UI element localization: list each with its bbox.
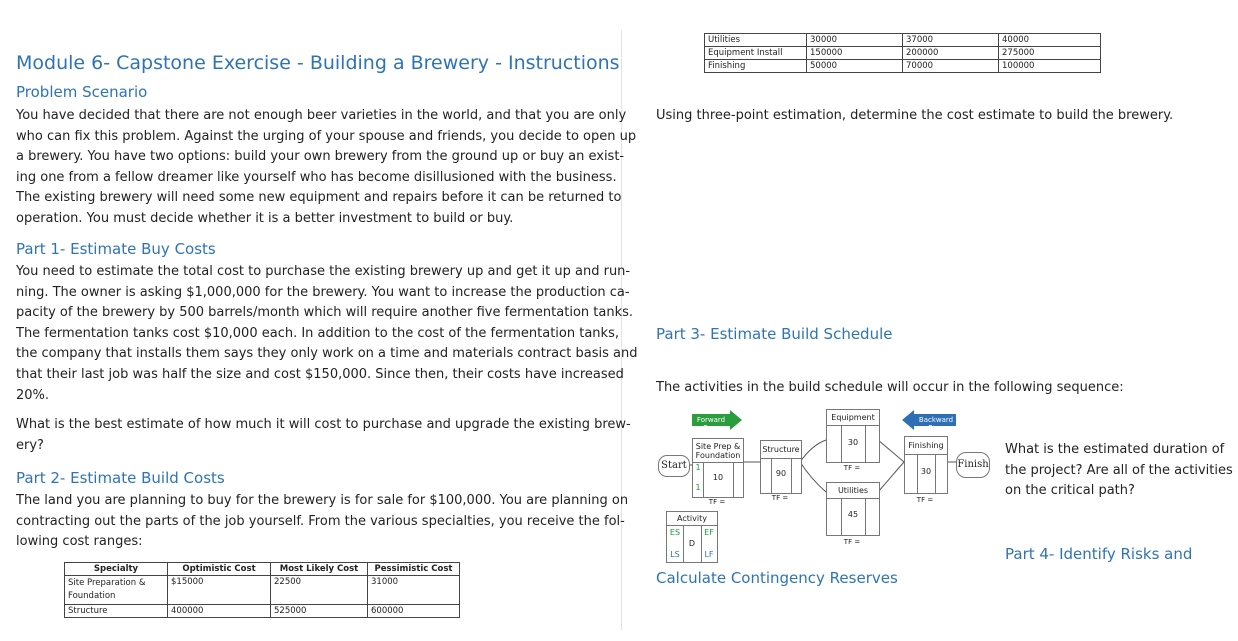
part3-heading: Part 3- Estimate Build Schedule [656,325,893,343]
paragraph-line: ery? [16,437,44,453]
finish-label: Finish [957,459,989,470]
table-cell: 70000 [903,60,999,73]
table-header: Most Likely Cost [271,563,368,576]
part1-heading: Part 1- Estimate Buy Costs [16,240,216,258]
duration-value: 90 [775,469,787,478]
paragraph-line: a brewery. You have two options: build your own brewery from the ground up or buy an exist- [16,149,625,165]
table-cell: Equipment Install [705,47,807,60]
table-cell: $15000 [168,576,271,605]
activity-name: Equipment [831,413,875,422]
legend-es: ES [669,528,681,537]
table-cell: 40000 [999,34,1101,47]
table-cell: 525000 [271,605,368,618]
activity-name: Structure [762,445,800,454]
problem-scenario-heading: Problem Scenario [16,83,148,101]
paragraph-line: The fermentation tanks cost $10,000 each. In addition to the cost of the fermentation tanks, [16,325,619,341]
paragraph-line: operation. You must decide whether it is a better investment to build or buy. [16,210,514,226]
backward-pass-label: Backward Pass [918,416,954,432]
table-cell: Finishing [705,60,807,73]
paragraph-line: 20%. [16,387,50,403]
paragraph-line: the company that installs them says they only work on a time and materials contract basis and [16,346,638,362]
paragraph-line: You need to estimate the total cost to purchase the existing brewery up and get it up and run- [16,264,631,279]
table-cell: 600000 [368,605,460,618]
connector-line [800,440,826,462]
table-header: Optimistic Cost [168,563,271,576]
paragraph-line: lowing cost ranges: [16,534,143,550]
paragraph-line: The existing brewery will need some new equipment and repairs before it can be returned to [16,190,622,206]
activity-node-site-prep [692,438,744,498]
legend-ef: EF [704,528,714,537]
table-cell: 50000 [807,60,903,73]
paragraph-line: contracting out the parts of the job yourself. From the various specialties, you receive the fol- [16,513,625,529]
forward-pass-label: Forward Pass [696,416,726,432]
start-node [658,455,690,477]
table-cell: 22500 [271,576,368,605]
legend-lf: LF [704,550,714,559]
activity-node-equipment [826,409,880,463]
tf-label: TF = [843,464,861,472]
paragraph-line: ing one from a fellow dreamer like yourself who has become disillusioned with the business. [16,169,617,185]
tf-label: TF = [916,496,934,504]
table-cell: 37000 [903,34,999,47]
tf-label: TF = [708,498,726,506]
duration-question [1005,440,1233,502]
paragraph-line: You have decided that there are not enough beer varieties in the world, and that you are only [16,108,627,123]
three-point-instruction: Using three-point estimation, determine the cost estimate to build the brewery. [656,108,1174,123]
sequence-text: The activities in the build schedule will occur in the following sequence: [656,380,1124,395]
paragraph-line: What is the estimated duration of [1005,442,1225,457]
legend-activity-label: Activity [677,514,707,523]
table-cell: Structure [65,605,168,618]
es-value: 1 [695,463,701,472]
paragraph-line: that their last job was half the size and cost $150,000. Since then, their costs have increased [16,366,624,382]
duration-value: 10 [712,473,724,482]
legend-duration: D [688,539,696,548]
paragraph-line: pacity of the brewery by 500 barrels/month which will require another five fermentation tanks. [16,305,634,321]
tf-label: TF = [843,538,861,546]
activity-node-utilities [826,482,880,536]
table-cell: 150000 [807,47,903,60]
paragraph-line: ning. The owner is asking $1,000,000 for the brewery. You want to increase the production ca- [16,284,630,300]
part4-heading-line2: Calculate Contingency Reserves [656,569,898,587]
document-title: Module 6- Capstone Exercise - Building a Brewery - Instructions [16,52,620,74]
start-label: Start [661,460,687,471]
table-cell: Utilities [705,34,807,47]
ls-value: 1 [695,483,701,492]
activity-name: Utilities [837,486,869,495]
part2-heading: Part 2- Estimate Build Costs [16,469,225,487]
activity-legend [666,511,718,563]
duration-value: 30 [920,467,932,476]
connector-line [878,462,904,492]
table-header: Pessimistic Cost [368,563,460,576]
duration-value: 30 [847,438,859,447]
connector-line [800,462,826,492]
connector-line [878,440,904,462]
table-cell: 30000 [807,34,903,47]
paragraph-line: on the critical path? [1005,483,1135,499]
table-cell: 400000 [168,605,271,618]
activity-node-finishing [904,436,948,494]
paragraph-line: the project? Are all of the activities [1005,462,1233,478]
tf-label: TF = [771,494,789,502]
finish-node [956,452,990,478]
table-cell: Site Preparation & Foundation [65,576,168,605]
legend-ls: LS [670,550,680,559]
paragraph-line: What is the best estimate of how much it will cost to purchase and upgrade the existing brew- [16,417,631,432]
table-cell: 275000 [999,47,1101,60]
part4-heading-line1: Part 4- Identify Risks and [1005,545,1193,563]
paragraph-line: The land you are planning to buy for the brewery is for sale for $100,000. You are planning on [16,493,629,508]
duration-value: 45 [847,510,859,519]
activity-name: Finishing [908,441,944,450]
activity-node-structure [760,440,802,494]
table-cell: 31000 [368,576,460,605]
table-cell: 200000 [903,47,999,60]
table-header: Specialty [65,563,168,576]
table-cell: 100000 [999,60,1101,73]
activity-name: Site Prep & Foundation [695,442,741,460]
paragraph-line: who can fix this problem. Against the urging of your spouse and friends, you decide to open up [16,128,637,144]
